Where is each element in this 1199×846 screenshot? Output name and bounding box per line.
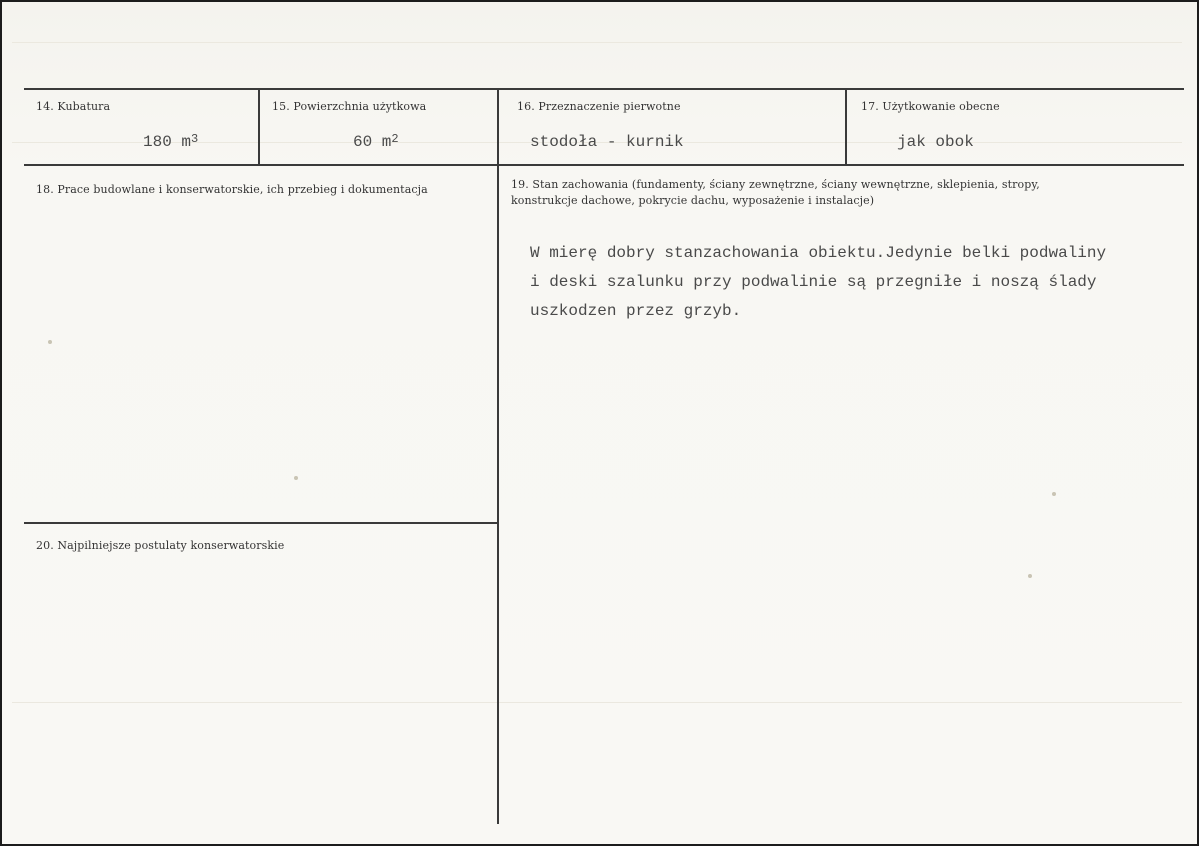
bleed-through-line — [12, 702, 1182, 703]
field-19-label-line2: konstrukcje dachowe, pokrycie dachu, wyposażenie i instalacje) — [511, 194, 875, 207]
area-unit-exponent: 2 — [391, 132, 399, 146]
header-row-rule — [24, 164, 1184, 166]
bleed-through-line — [12, 42, 1182, 43]
field-15-value — [353, 133, 399, 151]
paper-speck — [1028, 574, 1032, 578]
divider-18-20 — [24, 522, 497, 524]
field-14-label: 14. Kubatura — [36, 100, 111, 113]
paper-speck — [48, 340, 52, 344]
paper-speck — [294, 476, 298, 480]
divider-14-15 — [258, 88, 260, 164]
area-value: 60 m — [353, 133, 392, 151]
field-16-value: stodoła - kurnik — [530, 133, 684, 151]
field-14-value — [143, 133, 198, 151]
field-20-label: 20. Najpilniejsze postulaty konserwatorskie — [36, 539, 285, 552]
field-15-label: 15. Powierzchnia użytkowa — [272, 100, 427, 113]
condition-text-line1: W mierę dobry stanzachowania obiektu.Jedynie belki podwaliny — [530, 244, 1107, 262]
field-17-label: 17. Użytkowanie obecne — [861, 100, 1000, 113]
volume-unit-exponent: 3 — [191, 132, 199, 146]
main-column-divider — [497, 88, 499, 824]
volume-value: 180 m — [143, 133, 192, 151]
condition-text-line3: uszkodzen przez grzyb. — [530, 302, 742, 320]
field-17-value: jak obok — [897, 133, 974, 151]
field-18-label: 18. Prace budowlane i konserwatorskie, ich przebieg i dokumentacja — [36, 183, 428, 196]
top-rule — [24, 88, 1184, 90]
divider-16-17 — [845, 88, 847, 164]
field-19-label-line1: 19. Stan zachowania (fundamenty, ściany zewnętrzne, ściany wewnętrzne, sklepienia, stropy, — [511, 178, 1040, 191]
field-16-label: 16. Przeznaczenie pierwotne — [517, 100, 681, 113]
paper-speck — [1052, 492, 1056, 496]
condition-text — [530, 239, 1180, 326]
condition-text-line2: i deski szalunku przy podwalinie są przegniłe i noszą ślady — [530, 273, 1097, 291]
